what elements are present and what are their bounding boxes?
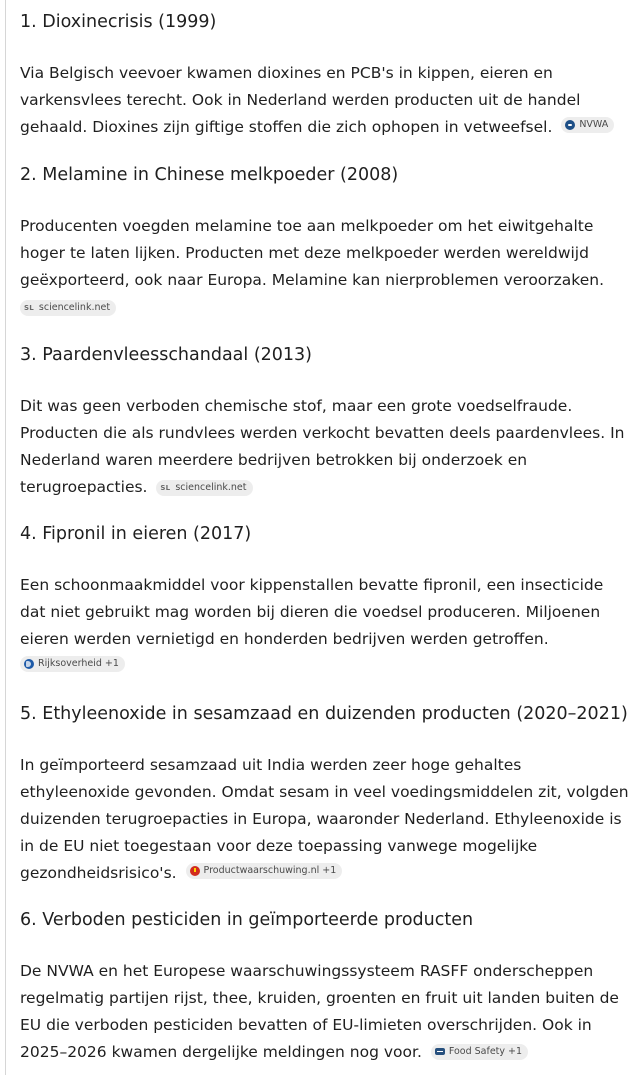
section-heading: 4. Fipronil in eieren (2017) [20, 524, 252, 544]
source-chip[interactable] [561, 117, 614, 133]
left-divider [0, 0, 6, 1075]
nvwa-logo-icon [565, 120, 575, 130]
section-heading: 1. Dioxinecrisis (1999) [20, 12, 217, 32]
section-body [20, 958, 630, 1066]
section-body [20, 213, 630, 321]
section-dioxinecrisis [20, 11, 630, 141]
section-body-text: In geïmporteerd sesamzaad uit India werden zeer hoge gehaltes ethyleenoxide gevonden. Omdat sesam in veel voedingsmiddelen zit, volgden duizenden terugroepacties in Europa, waaronder Nederland. Ethyleenoxide is in de EU niet toegestaan voor deze toepassing vanwege mogelijke gezondheidsrisico's. [20, 756, 629, 882]
section-heading: 5. Ethyleenoxide in sesamzaad en duizenden producten (2020–2021) [20, 704, 628, 724]
section-melamine [20, 164, 630, 321]
source-chip[interactable] [20, 656, 125, 672]
source-chip[interactable] [20, 300, 116, 316]
section-pesticiden [20, 909, 630, 1066]
source-label: Productwaarschuwing.nl +1 [203, 865, 337, 876]
section-body [20, 752, 630, 887]
section-heading: 3. Paardenvleesschandaal (2013) [20, 345, 313, 365]
source-label: Rijksoverheid +1 [38, 658, 119, 669]
rijksoverheid-logo-icon [24, 659, 34, 669]
section-body-text: De NVWA en het Europese waarschuwingssysteem RASFF onderscheppen regelmatig partijen rijst, thee, kruiden, groenten en fruit uit landen buiten de EU die verboden pesticiden bevatten of EU-limieten overschrijden. Ook in 2025–2026 kwamen dergelijke meldingen nog voor. [20, 962, 619, 1061]
section-ethyleenoxide [20, 703, 630, 887]
section-heading: 6. Verboden pesticiden in geïmporteerde producten [20, 910, 474, 930]
source-chip[interactable] [431, 1044, 528, 1060]
food-safety-logo-icon [435, 1048, 445, 1055]
section-heading: 2. Melamine in Chinese melkpoeder (2008) [20, 165, 399, 185]
section-body [20, 572, 630, 680]
section-body-text: Via Belgisch veevoer kwamen dioxines en PCB's in kippen, eieren en varkensvlees terecht. Ook in Nederland werden producten uit de handel gehaald. Dioxines zijn giftige stoffen die zich ophopen in vetweefsel. [20, 64, 581, 136]
source-label: NVWA [579, 119, 609, 130]
section-paardenvlees [20, 344, 630, 501]
source-label: sciencelink.net [175, 482, 247, 493]
warning-logo-icon [190, 866, 200, 876]
sciencelink-logo-icon: SL [24, 304, 34, 312]
section-body [20, 393, 630, 501]
section-body-text: Producenten voegden melamine toe aan melkpoeder om het eiwitgehalte hoger te laten lijken. Producten met deze melkpoeder werden wereldwijd geëxporteerd, ook naar Europa. Melamine kan nierproblemen veroorzaken. [20, 217, 605, 289]
source-chip[interactable] [156, 480, 252, 496]
sciencelink-logo-icon: SL [160, 484, 171, 492]
source-chip[interactable] [186, 863, 343, 879]
section-fipronil [20, 523, 630, 680]
source-label: Food Safety +1 [448, 1045, 523, 1057]
section-body-text: Een schoonmaakmiddel voor kippenstallen bevatte fipronil, een insecticide dat niet gebruikt mag worden bij dieren die voedsel produceren. Miljoenen eieren werden vernietigd en honderden bedrijven werden getroffen. [20, 576, 604, 648]
source-label: sciencelink.net [38, 302, 111, 313]
section-body-text: Dit was geen verboden chemische stof, maar een grote voedselfraude. Producten die als rundvlees werden verkocht bevatten deels paardenvlees. In Nederland waren meerdere bedrijven betrokken bij onderzoek en terugroepacties. [20, 397, 625, 496]
section-body [20, 60, 630, 141]
